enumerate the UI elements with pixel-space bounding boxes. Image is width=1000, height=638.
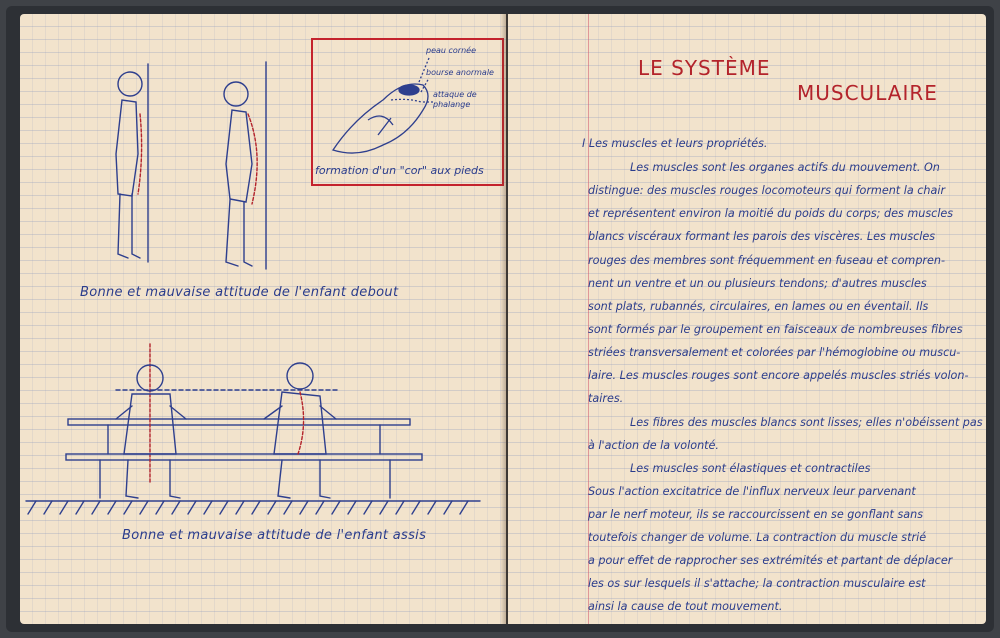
text-line: blancs viscéraux formant les parois des viscères. Les muscles <box>588 230 936 243</box>
text-line: a pour effet de rapprocher ses extrémités et partant de déplacer <box>588 554 953 567</box>
text-line: distingue: des muscles rouges locomoteurs qui forment la chair <box>588 184 946 197</box>
section-heading: I Les muscles et leurs propriétés. <box>582 137 768 150</box>
text-line: toutefois changer de volume. La contraction du muscle strié <box>588 531 927 544</box>
figure-caption: formation d'un "cor" aux pieds <box>315 164 484 177</box>
caption-seated: Bonne et mauvaise attitude de l'enfant assis <box>122 528 427 543</box>
label-attaque: attaque de <box>433 90 477 99</box>
text-line: rouges des membres sont fréquemment en fuseau et compren- <box>588 254 946 267</box>
bench-seat <box>66 454 422 460</box>
seated-body-bad <box>274 392 326 454</box>
seated-head-bad <box>287 363 313 389</box>
child-body-good <box>116 100 138 196</box>
text-line: taires. <box>588 392 624 405</box>
text-line: les os sur lesquels il s'attache; la contraction musculaire est <box>588 577 926 590</box>
text-line: par le nerf moteur, ils se raccourcissent en se gonflant sans <box>588 508 924 521</box>
child-head-good <box>118 72 142 96</box>
text-line: laire. Les muscles rouges sont encore appelés muscles striés volon- <box>588 369 969 382</box>
text-line: ainsi la cause de tout mouvement. <box>588 600 783 613</box>
text-line: à l'action de la volonté. <box>588 439 719 452</box>
text-line: sont formés par le groupement en faisceaux de nombreuses fibres <box>588 323 963 336</box>
label-bourse: bourse anormale <box>426 68 494 77</box>
text-line: nent un ventre et un ou plusieurs tendons; d'autres muscles <box>588 277 927 290</box>
desk-top <box>68 419 410 425</box>
label-phalange: phalange <box>433 100 471 109</box>
child-head-bad <box>224 82 248 106</box>
right-page <box>508 14 986 624</box>
foot-corn-figure <box>311 38 504 186</box>
text-line: Les fibres des muscles blancs sont lisses; elles n'obéissent pas <box>630 416 983 429</box>
text-line: Les muscles sont les organes actifs du mouvement. On <box>630 161 940 174</box>
caption-standing: Bonne et mauvaise attitude de l'enfant debout <box>80 285 399 300</box>
child-body-bad <box>226 110 252 202</box>
label-corne: peau cornée <box>426 46 477 55</box>
text-line: sont plats, rubannés, circulaires, en lames ou en éventail. Ils <box>588 300 929 313</box>
text-line: Les muscles sont élastiques et contractiles <box>630 462 871 475</box>
title-line-2: MUSCULAIRE <box>797 81 938 105</box>
text-line: Sous l'action excitatrice de l'influx nerveux leur parvenant <box>588 485 916 498</box>
text-line: et représentent environ la moitié du poids du corps; des muscles <box>588 207 954 220</box>
left-page <box>20 14 506 624</box>
title-line-1: LE SYSTÈME <box>638 56 771 80</box>
text-line: striées transversalement et colorées par l'hémoglobine ou muscu- <box>588 346 961 359</box>
